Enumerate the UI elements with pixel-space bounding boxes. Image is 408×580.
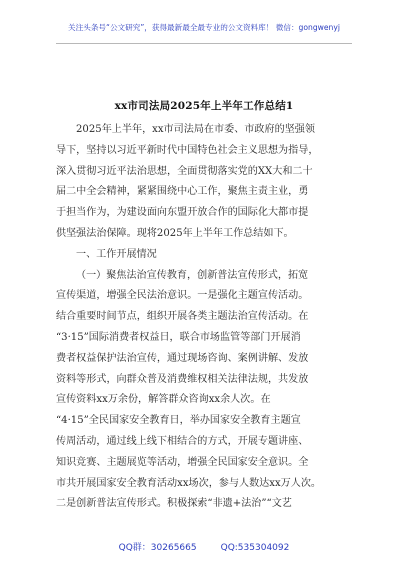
paragraph-line: 供坚强法治保障。现将2025年上半年工作总结如下。 — [56, 227, 294, 239]
footer-qq-number: QQ:535304092 — [220, 543, 290, 553]
paragraph-line: 二是创新普法宣传形式。积极探索“非遗+法治”“文艺 — [56, 498, 292, 510]
paragraph-line: 市共开展国家安全教育活动xx场次，参与人数达xx万人次。 — [56, 477, 322, 489]
paragraph-line: “4·15”全民国家安全教育日，举办国家安全教育主题宣 — [56, 415, 301, 427]
paragraph-line: 2025年上半年，xx市司法局在市委、市政府的坚强领 — [76, 124, 315, 135]
paragraph-line: 资料等形式，向群众普及消费维权相关法律法规，共发放 — [56, 373, 309, 385]
paragraph-line: 传周活动，通过线上线下相结合的方式，开展专题讲座、 — [56, 435, 309, 447]
paragraph-line: 结合重要时间节点，组织开展各类主题法治宣传活动。在 — [56, 311, 309, 323]
paragraph-line: 宣传资料xx万余份，解答群众咨询xx余人次。在 — [56, 394, 271, 406]
paragraph-line: 费者权益保护法治宣传，通过现场咨询、案例讲解、发放 — [56, 352, 309, 364]
paragraph-line: 届二中全会精神，紧紧围绕中心工作，聚焦主责主业，勇 — [56, 186, 309, 198]
paragraph-line: 知识竞赛、主题展览等活动，增强全民国家安全意识。全 — [56, 456, 309, 468]
paragraph-line: （一）聚焦法治宣传教育，创新普法宣传形式，拓宽 — [76, 269, 309, 281]
header-banner: 关注头条号“公文研究”，获得最新最全最专业的公文资料库！ 微信：gongwenyj — [68, 23, 340, 32]
footer — [0, 540, 408, 553]
paragraph-line: 于担当作为，为建设面向东盟开放合作的国际化大都市提 — [56, 207, 309, 219]
paragraph-line: 深入贯彻习近平法治思想，全面贯彻落实党的XX大和二十 — [56, 165, 313, 177]
document-body — [56, 120, 358, 515]
section-heading: 一、工作开展情况 — [76, 248, 157, 260]
document-title: xx市司法局2025年上半年工作总结1 — [114, 100, 294, 112]
paragraph-line: 宣传渠道，增强全民法治意识。一是强化主题宣传活动。 — [56, 290, 309, 302]
footer-qq-group: QQ群：30265665 — [118, 543, 197, 553]
header-divider — [56, 43, 352, 44]
paragraph-line: “3·15”国际消费者权益日，联合市场监管等部门开展消 — [56, 331, 301, 343]
paragraph-line: 导下，坚持以习近平新时代中国特色社会主义思想为指导， — [56, 144, 319, 156]
